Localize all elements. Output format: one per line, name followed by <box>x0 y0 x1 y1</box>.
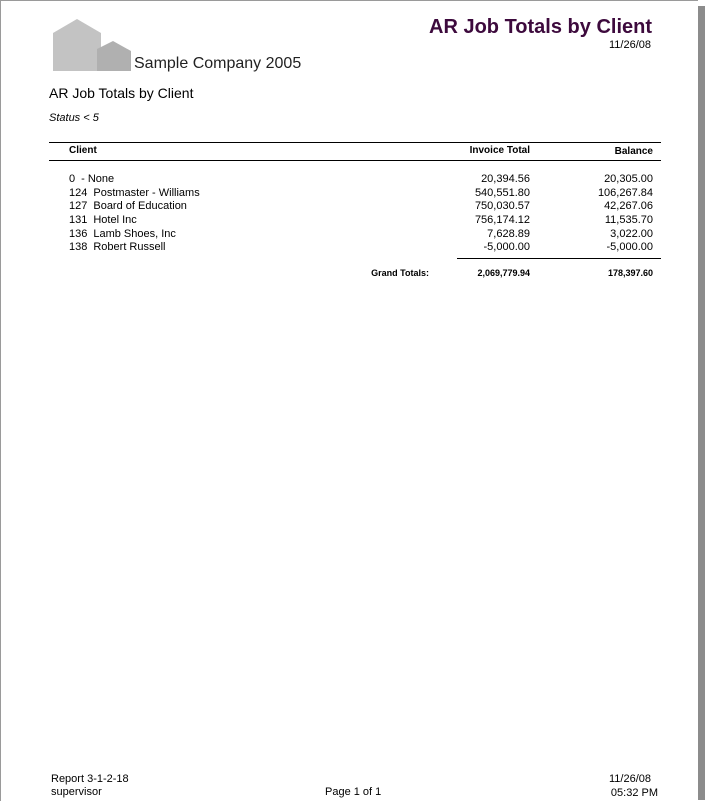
client-name: Lamb Shoes, Inc <box>93 227 176 240</box>
balance-cell: 11,535.70 <box>604 214 653 227</box>
balance-cell: 106,267.84 <box>597 186 653 199</box>
client-number: 0 <box>69 173 76 185</box>
client-number: 131 <box>69 214 88 227</box>
client-cell <box>69 214 137 226</box>
report-filter: Status < 5 <box>49 112 99 124</box>
grand-total-invoice: 2,069,779.94 <box>477 268 530 278</box>
page-shadow <box>698 6 705 800</box>
client-name: - None <box>81 173 115 185</box>
client-number: 138 <box>69 241 88 254</box>
report-subtitle: AR Job Totals by Client <box>49 85 194 101</box>
invoice-total-cell: 20,394.56 <box>481 173 530 185</box>
client-number: 124 <box>69 186 88 199</box>
footer-user: supervisor <box>51 786 102 798</box>
invoice-total-cell: 7,628.89 <box>487 227 530 240</box>
header-rule-top <box>49 142 661 143</box>
balance-cell: 20,305.00 <box>604 173 653 185</box>
grand-totals-label: Grand Totals: <box>371 268 429 278</box>
client-cell <box>69 173 114 185</box>
table-row <box>1 214 698 228</box>
footer-report-id: Report 3-1-2-18 <box>51 773 129 785</box>
header-rule-bottom <box>49 160 661 161</box>
invoice-total-cell: 540,551.80 <box>474 186 530 199</box>
client-name: Hotel Inc <box>93 214 137 227</box>
client-cell <box>69 187 200 199</box>
balance-cell: 42,267.06 <box>604 200 653 213</box>
table-row <box>1 200 698 214</box>
balance-cell: 3,022.00 <box>610 227 653 240</box>
footer-date: 11/26/08 <box>608 773 651 785</box>
client-cell <box>69 241 166 253</box>
report-title: AR Job Totals by Client <box>429 16 652 38</box>
table-row <box>1 241 698 255</box>
report-date: 11/26/08 <box>608 39 651 51</box>
client-cell <box>69 200 187 212</box>
client-cell <box>69 228 176 240</box>
invoice-total-cell: -5,000.00 <box>483 241 530 254</box>
footer-time: 05:32 PM <box>610 787 658 799</box>
column-header-balance: Balance <box>614 146 653 157</box>
invoice-total-cell: 756,174.12 <box>474 214 530 227</box>
column-header-client: Client <box>69 145 97 156</box>
invoice-total-cell: 750,030.57 <box>474 200 530 213</box>
table-row <box>1 173 698 187</box>
table-body <box>1 173 698 255</box>
client-name: Robert Russell <box>93 241 166 254</box>
table-row <box>1 187 698 201</box>
client-number: 136 <box>69 227 88 240</box>
balance-cell: -5,000.00 <box>606 241 653 254</box>
grand-total-balance: 178,397.60 <box>607 268 653 278</box>
footer-page-number: Page 1 of 1 <box>325 786 382 798</box>
company-name: Sample Company 2005 <box>134 55 302 72</box>
company-logo-icon <box>53 19 133 71</box>
client-name: Postmaster - Williams <box>93 186 200 199</box>
table-row <box>1 228 698 242</box>
client-number: 127 <box>69 200 88 213</box>
column-header-invoice-total: Invoice Total <box>469 145 530 156</box>
client-name: Board of Education <box>93 200 187 213</box>
totals-rule <box>457 258 661 259</box>
